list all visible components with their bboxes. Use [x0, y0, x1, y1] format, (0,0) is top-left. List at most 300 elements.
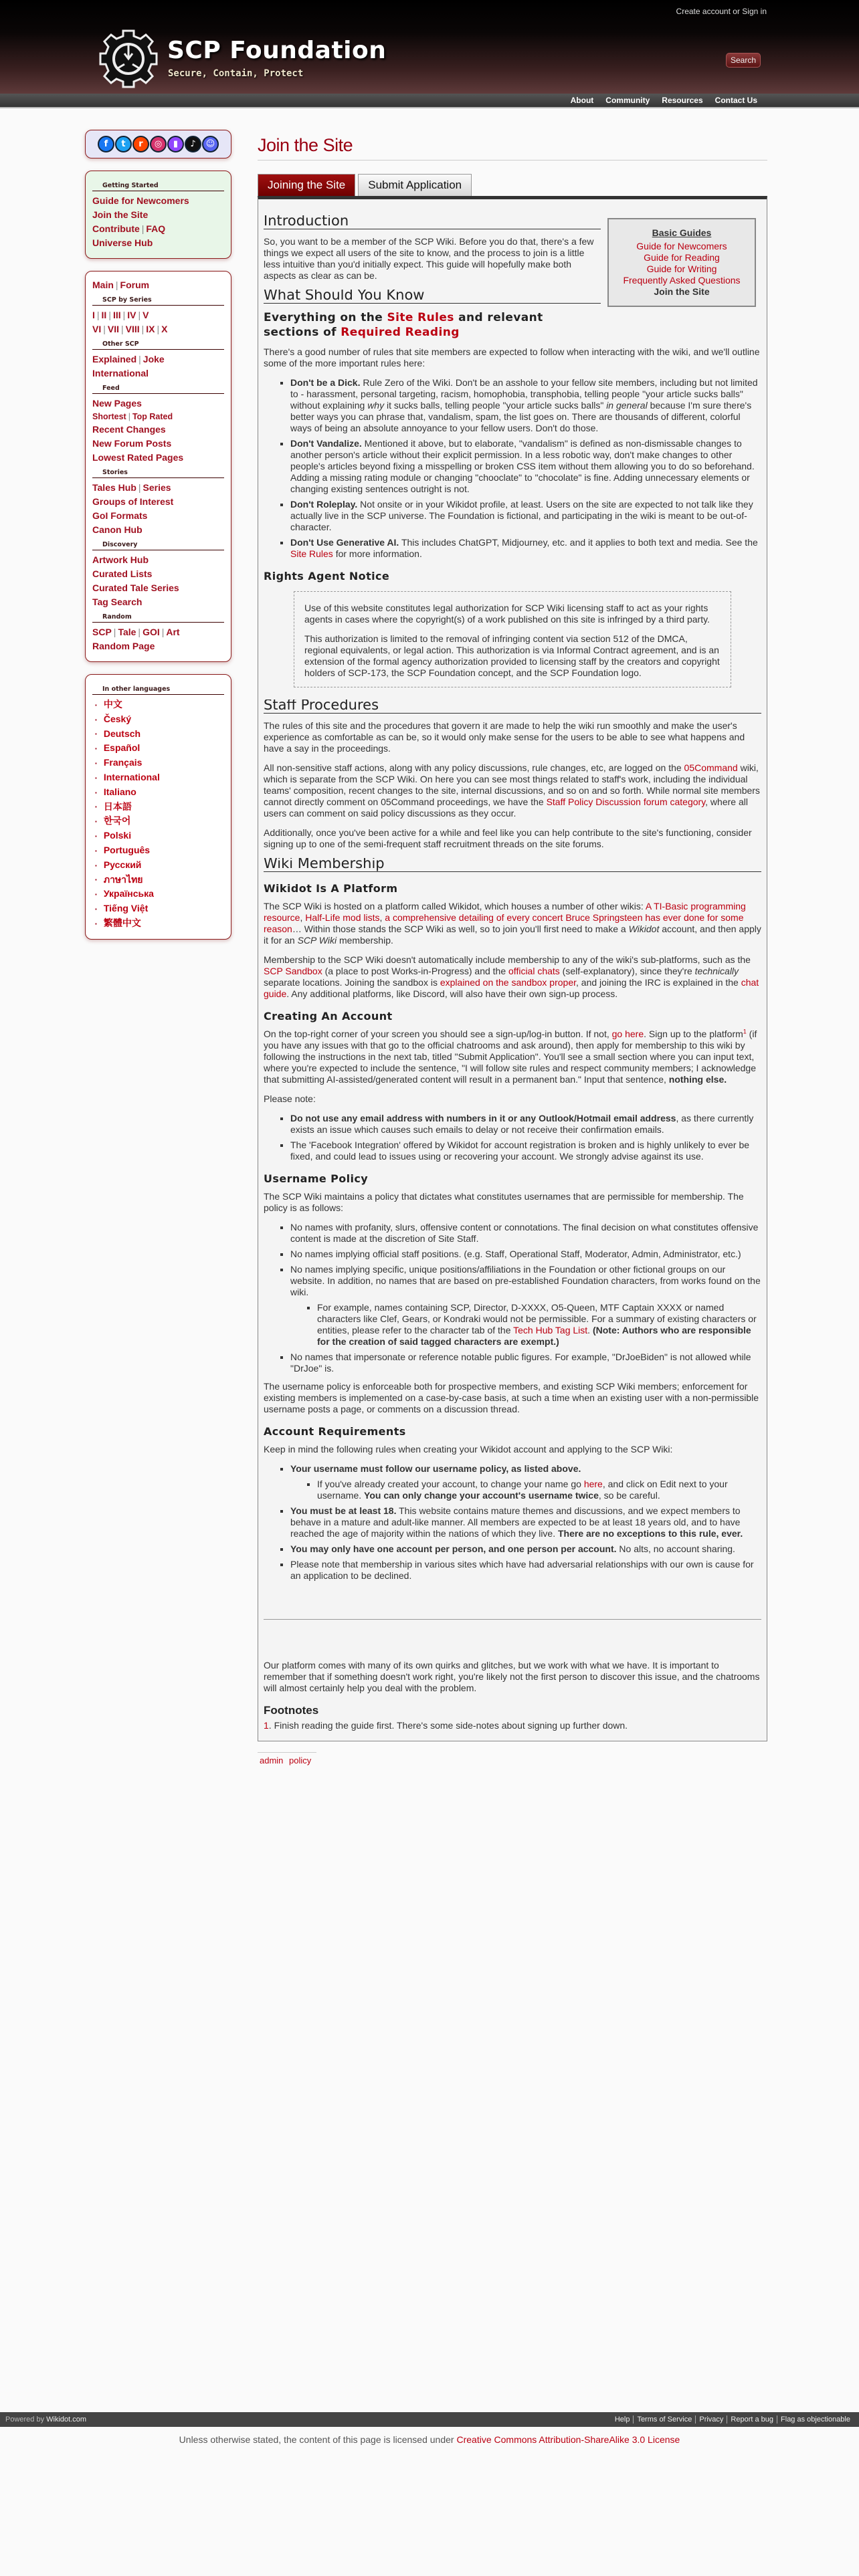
language-link[interactable]: Русский: [103, 859, 142, 870]
list-item: [290, 438, 761, 495]
bold-text: Do not use any email address with numbers in it or any Outlook/Hotmail email address: [290, 1113, 676, 1123]
sidebar-link-explained[interactable]: Explained: [92, 354, 137, 364]
license-link[interactable]: Creative Commons Attribution-ShareAlike 3.0 License: [456, 2434, 680, 2445]
notice-paragraph: [304, 603, 723, 625]
sidebar-link-artwork-hub[interactable]: Artwork Hub: [92, 554, 149, 565]
text-run: No names implying specific, unique positions/affiliations in the Foundation or other fictional groups on our website. In addition, no names that are based on pre-established Foundation characters, from works found on the wiki.: [290, 1264, 761, 1297]
link-row: [92, 553, 224, 567]
sidebar-link-international[interactable]: International: [92, 368, 149, 379]
link-row: [92, 625, 224, 639]
text-run: So, you want to be a member of the SCP Wiki. Before you do that, there's a few things we expect all users of the site to know, and the process to join is a little less intuitive than you'd initially expect. This guide will hopefully make both aspects as clear as can be.: [264, 236, 594, 281]
sidebar-link-vii[interactable]: VII: [107, 324, 119, 334]
tiktok-icon[interactable]: ♪: [185, 136, 201, 152]
text-run: Mentioned it above, but to elaborate, "vandalism" is defined as non-dismissable changes to another person's article without their explicit permission. In a less robotic way, don't make changes to other people's articles beyond fixing a misspelling or broken CSS item without them allowing you to do so beforehand. Adding a missing rating module or changing "chooclate" to "chocolate" is fine. Adding unnecessary elements or changing existing sentences outright is not.: [290, 438, 755, 494]
bold-text: There are no exceptions to this rule, ever.: [558, 1528, 743, 1539]
paragraph: [264, 762, 761, 819]
basic-guides-box: [607, 218, 756, 307]
language-item: [92, 712, 224, 727]
language-item: [92, 770, 224, 785]
languages-heading: In other languages: [92, 685, 224, 695]
text-run: This website contains mature themes and discussions, and we expect members to behave in a mature and adult-like manner. All members are expected to be at least 18 years old, and to have reached the age of majority within the nations of which they live.: [290, 1505, 741, 1539]
site-tagline: Secure, Contain, Protect: [168, 68, 304, 79]
paragraph: [264, 1660, 761, 1694]
section-heading: [264, 1010, 761, 1022]
sidebar-link-contribute[interactable]: Contribute: [92, 223, 140, 234]
inline-link[interactable]: 05Command: [684, 762, 738, 773]
link-row: [92, 194, 224, 208]
language-link[interactable]: Italiano: [103, 786, 136, 797]
inline-link[interactable]: a comprehensive detailing of every concert Bruce Springsteen has ever done for some reason: [264, 912, 744, 934]
text-run: ,: [300, 912, 306, 923]
separator: |: [157, 324, 160, 334]
section-heading: [264, 1426, 761, 1437]
site-title[interactable]: SCP Foundation: [167, 37, 387, 64]
languages-box: [85, 674, 231, 940]
nav-contact-us[interactable]: Contact Us: [714, 96, 757, 105]
inline-link[interactable]: chat guide: [264, 977, 759, 999]
getting-started-links: [92, 194, 224, 250]
sidebar-link-series[interactable]: Series: [142, 482, 171, 493]
sidebar-link-tag-search[interactable]: Tag Search: [92, 597, 142, 607]
list-item: [290, 537, 761, 560]
tab-bar: [258, 174, 767, 196]
separator: |: [138, 482, 141, 493]
text-run: No names implying official staff positions. (e.g. Staff, Operational Staff, Moderator, Admin, Administrator, etc.): [290, 1249, 741, 1259]
language-item: [92, 727, 224, 742]
text-run: (a place to post Works-in-Progress) and the: [322, 966, 509, 976]
separator: |: [141, 324, 145, 334]
language-link[interactable]: Tiếng Việt: [103, 903, 149, 914]
bullet-list: [290, 1302, 761, 1348]
footer-bar: [0, 2412, 859, 2427]
instagram-icon[interactable]: ◎: [150, 136, 167, 152]
separator: |: [138, 354, 141, 364]
text-run: , and joining the IRC is explained in the: [576, 977, 741, 988]
list-item: [290, 1113, 761, 1136]
bold-text: You can only change your account's username twice: [364, 1490, 599, 1501]
inline-link[interactable]: here: [583, 1479, 603, 1489]
main-menu-box: [85, 271, 231, 662]
text-run: . Finish reading the guide first. There's some side-notes about signing up further down.: [268, 1720, 628, 1731]
paragraph: [264, 827, 761, 850]
list-item: [317, 1479, 761, 1501]
sidebar-link-x[interactable]: X: [161, 324, 168, 334]
footer-links: [611, 2416, 854, 2424]
sidebar-link-iv[interactable]: IV: [127, 310, 136, 320]
sidebar-link-main[interactable]: Main: [92, 280, 114, 290]
text-run: ,: [379, 912, 385, 923]
inline-link[interactable]: Staff Policy Discussion forum category: [546, 796, 706, 807]
text-run: If you've already created your account, to change your name go: [317, 1479, 584, 1489]
text-run: Membership to the SCP Wiki doesn't automatically include membership to any of the wiki's sub-platforms, such as the: [264, 954, 751, 965]
section-heading: [264, 215, 601, 229]
paragraph: [264, 954, 761, 1000]
text-run: On the top-right corner of your screen you should see a sign-up/log-in button. If not,: [264, 1029, 612, 1039]
inline-link[interactable]: official chats: [508, 966, 560, 976]
language-item: [92, 814, 224, 829]
page-title: Join the Site: [258, 130, 767, 160]
text-run: Account Requirements: [264, 1425, 406, 1438]
reddit-icon[interactable]: r: [132, 136, 149, 152]
language-link[interactable]: 日本語: [103, 800, 132, 812]
separator: |: [138, 310, 141, 320]
sidebar-link-canon-hub[interactable]: Canon Hub: [92, 524, 142, 535]
language-item: [92, 800, 224, 815]
rights-agent-notice: [294, 591, 731, 687]
separator: |: [115, 280, 118, 290]
language-item: [92, 697, 224, 712]
section-heading: [264, 858, 761, 872]
bold-text: You must be at least 18.: [290, 1505, 397, 1516]
discord-icon[interactable]: ☺: [202, 136, 219, 152]
language-link[interactable]: International: [103, 771, 160, 782]
bold-text: Don't Roleplay.: [290, 499, 358, 510]
search-button[interactable]: Search: [726, 53, 761, 68]
powered-by: [5, 2416, 86, 2424]
powered-by-text: Powered by: [5, 2416, 45, 2424]
list-item: [290, 1463, 761, 1501]
text-run: No alts, no account sharing.: [616, 1543, 735, 1554]
text-run: Rule Zero of the Wiki. Don't be an asshole to your fellow site members, including but not limited to - harassment, personal targeting, racism, homophobia, transphobia, telling people "your article sucks balls" without explaining: [290, 377, 758, 411]
list-item: [290, 1505, 761, 1539]
bullet-list: [290, 1479, 761, 1501]
bold-text: Don't Use Generative AI.: [290, 537, 399, 548]
inline-link[interactable]: go here: [611, 1029, 644, 1039]
getting-started-box: [85, 171, 231, 259]
language-link[interactable]: 中文: [103, 699, 122, 710]
text-run: wiki, which is separate from the SCP Wiki. On here you can see most things related to staff's work, including the individual teams' composition, recent changes to the site, internal discussions, and so on and so forth. While normal site members cannot directly comment on 05Command proceedings, we have the: [264, 762, 760, 807]
text-run: The 'Facebook Integration' offered by Wikidot for account registration is broken and is highly unlikely to ever be fixed, and could lead to issues using or recovering your account. We strongly advise against its use.: [290, 1140, 750, 1162]
sidebar-link-recent-changes[interactable]: Recent Changes: [92, 424, 166, 435]
paragraph: [264, 720, 761, 754]
menu-heading-feed: Feed: [92, 385, 224, 394]
sidebar-link-viii[interactable]: VIII: [125, 324, 140, 334]
language-link[interactable]: Українська: [103, 888, 154, 899]
list-item: [290, 1140, 761, 1162]
license-text: Unless otherwise stated, the content of this page is licensed under: [179, 2434, 454, 2445]
menu-heading-discovery: Discovery: [92, 541, 224, 550]
sidebar-link-tales-hub[interactable]: Tales Hub: [92, 482, 136, 493]
link-row: [92, 352, 224, 366]
text-run: and relevant sections of: [264, 311, 543, 339]
sidebar-link-join-the-site[interactable]: Join the Site: [92, 209, 149, 220]
text-run: Not onsite or in your Wikidot profile, at least. Users on the site are expected to not talk like they actually live in the SCP universe. The Foundation is fictional, and participating in the wiki is meant to be out-of-character.: [290, 499, 753, 532]
text-run: No names with profanity, slurs, offensive content or connotations. The final decision on what constitutes offensive content is made at the discretion of Site Staff.: [290, 1222, 759, 1244]
text-run: . Sign up to the platform: [644, 1029, 743, 1039]
text-run: Everything on the: [264, 311, 387, 324]
sidebar-link-v[interactable]: V: [142, 310, 149, 320]
text-run: Please note:: [264, 1093, 316, 1104]
text-run: No names that impersonate or reference notable public figures. For example, "DrJoeBiden" is not allowed while "DrJoe" is.: [290, 1352, 751, 1374]
sidebar-link-goi-formats[interactable]: GoI Formats: [92, 510, 148, 521]
bullet-list: [264, 1222, 761, 1374]
tab-submit-application[interactable]: Submit Application: [358, 174, 472, 196]
text-run: This includes ChatGPT, Midjourney, etc. and it applies to both text and media. See the: [399, 537, 758, 548]
bullet-list: [264, 1463, 761, 1582]
sidebar-link-new-forum-posts[interactable]: New Forum Posts: [92, 438, 172, 449]
paragraph: [264, 1093, 761, 1105]
link-row: [92, 208, 224, 222]
separator: |: [113, 627, 116, 637]
link-row: [92, 308, 224, 322]
text-run: separate locations. Joining the sandbox is: [264, 977, 440, 988]
link-row: [92, 523, 224, 537]
list-item: [290, 377, 761, 434]
text-run: Additionally, once you've been active for a while and feel like you can help contribute to the site's functioning, consider signing up to one of the semi-frequent staff recruitment threads on the site forums.: [264, 827, 752, 849]
sidebar-link-ix[interactable]: IX: [146, 324, 155, 334]
twitch-icon[interactable]: ▮: [167, 136, 184, 152]
sidebar-link-ii[interactable]: II: [101, 310, 107, 320]
language-item: [92, 916, 224, 931]
page-tags: [258, 1752, 316, 1768]
footer-report-bug-link[interactable]: Report a bug: [727, 2416, 777, 2424]
sidebar-link-i[interactable]: I: [92, 310, 95, 320]
inline-link[interactable]: Site Rules: [387, 311, 454, 324]
bold-text: You may only have one account per person, and one person per account.: [290, 1543, 617, 1554]
inline-link[interactable]: SCP Sandbox: [264, 966, 322, 976]
inline-link[interactable]: Tech Hub Tag List: [513, 1325, 588, 1335]
sidebar-link-vi[interactable]: VI: [92, 324, 102, 334]
separator: |: [96, 310, 100, 320]
sidebar-link-goi[interactable]: GOI: [142, 627, 160, 637]
text-run: , where all users can comment on said policy discussions as they occur.: [264, 796, 748, 819]
text-run: membership.: [337, 935, 393, 946]
bold-text: Don't be a Dick.: [290, 377, 361, 388]
link-row: [92, 222, 224, 236]
sign-in-link[interactable]: Sign in: [742, 7, 767, 16]
list-item: [317, 1302, 761, 1348]
sidebar-link-top-rated[interactable]: Top Rated: [132, 412, 173, 421]
sidebar-link-tale[interactable]: Tale: [118, 627, 136, 637]
language-link[interactable]: Português: [103, 844, 151, 855]
facebook-icon[interactable]: f: [98, 136, 114, 152]
nav-community[interactable]: Community: [605, 96, 650, 105]
inline-link[interactable]: A TI-Basic programming resource: [264, 901, 746, 923]
text-run: .: [587, 1325, 593, 1335]
text-run: it sucks balls, telling people "your article sucks balls": [384, 400, 607, 411]
text-run: Keep in mind the following rules when creating your Wikidot account and applying to the SCP Wiki:: [264, 1444, 673, 1455]
sidebar-link-lowest-rated-pages[interactable]: Lowest Rated Pages: [92, 452, 184, 463]
faq-link[interactable]: Frequently Asked Questions: [623, 275, 741, 286]
link-row: [92, 495, 224, 509]
tab-content: [258, 196, 767, 1741]
separator: |: [161, 627, 165, 637]
link-row: [92, 322, 224, 336]
bullet-list: [264, 377, 761, 560]
menu-heading-scp-by-series: SCP by Series: [92, 296, 224, 306]
list-item: [290, 1249, 761, 1260]
bullet-list: [264, 1113, 761, 1162]
footer-privacy-link[interactable]: Privacy: [695, 2416, 727, 2424]
separator: |: [138, 627, 141, 637]
tag-admin[interactable]: admin: [260, 1755, 284, 1765]
scp-logo-icon[interactable]: [98, 29, 159, 88]
sidebar-link-joke[interactable]: Joke: [142, 354, 165, 364]
link-row: [92, 451, 224, 465]
link-row: [92, 509, 224, 523]
account-or-text: or: [733, 7, 740, 16]
paragraph: [264, 901, 761, 946]
text-run: . Any additional platforms, like Discord, will also have their own sign-up process.: [286, 988, 618, 999]
section-heading: [264, 1705, 761, 1716]
sidebar-link-faq[interactable]: FAQ: [146, 223, 166, 234]
language-item: [92, 901, 224, 916]
nav-resources[interactable]: Resources: [662, 96, 703, 105]
text-run: … Within those stands the SCP Wiki as well, so to join you'll first need to make a: [292, 924, 629, 934]
sidebar-link-curated-lists[interactable]: Curated Lists: [92, 568, 153, 579]
language-item: [92, 843, 224, 858]
basic-guides-heading: Basic Guides: [652, 227, 712, 238]
section-heading: [264, 1173, 761, 1184]
section-heading: [264, 570, 761, 582]
inline-link[interactable]: 1: [264, 1720, 269, 1731]
tab-joining-the-site[interactable]: Joining the Site: [258, 174, 355, 196]
footer-help-link[interactable]: Help: [614, 2416, 630, 2424]
sidebar-link-groups-of-interest[interactable]: Groups of Interest: [92, 496, 174, 507]
text-run: (if you have any issues with that go to the official chatrooms and ask around), then apply for membership to this wiki by following the instructions in the next tab, titled "Submit Application". You'll see a small section where you can input text, where you're expected to include the sentence, "I will follow site rules and respect community members; I acknowledge that submitting AI-assisted/generated content will result in a permanent ban." Input that sentence,: [264, 1029, 757, 1085]
language-link[interactable]: Deutsch: [103, 728, 141, 739]
italic-text: Wikidot: [628, 924, 660, 934]
link-row: [92, 481, 224, 495]
language-link[interactable]: Český: [103, 713, 132, 724]
footnote-ref-link[interactable]: 1: [743, 1028, 747, 1035]
language-item: [92, 829, 224, 843]
tag-policy[interactable]: policy: [289, 1755, 312, 1765]
italic-text: SCP Wiki: [297, 935, 337, 946]
bold-text: Your username must follow our username policy, as listed above.: [290, 1463, 581, 1474]
text-run: Username Policy: [264, 1172, 369, 1185]
language-link[interactable]: 繁體中文: [103, 917, 141, 928]
language-link[interactable]: 한국어: [103, 815, 131, 827]
language-link[interactable]: Español: [103, 742, 140, 754]
sidebar-link-curated-tale-series[interactable]: Curated Tale Series: [92, 582, 179, 593]
paragraph: [264, 1381, 761, 1415]
top-nav: [0, 94, 859, 108]
sidebar-link-art[interactable]: Art: [166, 627, 180, 637]
sidebar-link-iii[interactable]: III: [112, 310, 121, 320]
text-run: Wiki Membership: [264, 858, 385, 871]
footer-flag-link[interactable]: Flag as objectionable: [777, 2416, 854, 2424]
text-run: Footnotes: [264, 1704, 319, 1717]
text-run: Wikidot Is A Platform: [264, 882, 398, 895]
footer-terms-link[interactable]: Terms of Service: [633, 2416, 695, 2424]
list-item: [290, 1352, 761, 1374]
text-run: Please note that membership in various sites which have had adversarial relationships with our own is cause for an application to be declined.: [290, 1559, 754, 1581]
language-item: [92, 756, 224, 770]
list-item: [290, 1559, 761, 1582]
text-run: The SCP Wiki is hosted on a platform called Wikidot, which houses a number of other wikis:: [264, 901, 646, 911]
section-heading: [264, 290, 601, 304]
wikidot-link[interactable]: Wikidot.com: [46, 2416, 87, 2424]
link-row: [92, 236, 224, 250]
section-heading: [264, 700, 761, 714]
text-run: Introduction: [264, 215, 349, 229]
link-row: [92, 567, 224, 581]
sidebar-link-shortest[interactable]: Shortest: [92, 412, 126, 421]
text-run: Rights Agent Notice: [264, 570, 390, 582]
footnote: [264, 1720, 761, 1731]
language-item: [92, 741, 224, 756]
sidebar-link-guide-for-newcomers[interactable]: Guide for Newcomers: [92, 195, 189, 206]
link-row: [92, 366, 224, 381]
inline-link[interactable]: Required Reading: [341, 326, 460, 339]
list-item: [290, 1543, 761, 1555]
sidebar-link-forum[interactable]: Forum: [120, 280, 150, 290]
section-heading: [264, 310, 761, 340]
language-item: [92, 785, 224, 800]
text-run: Staff Procedures: [264, 700, 379, 713]
language-item: [92, 887, 224, 901]
article-body: [264, 215, 761, 1731]
list-item: [290, 499, 761, 533]
bold-text: (Note: Authors who are responsible for the creation of said tagged characters are exempt.): [317, 1325, 751, 1347]
nav-about[interactable]: About: [570, 96, 594, 105]
sidebar-link-scp[interactable]: SCP: [92, 627, 112, 637]
getting-started-heading: Getting Started: [92, 182, 224, 191]
text-run: For example, names containing SCP, Director, D-XXXX, O5-Queen, MTF Captain XXXX or named characters like Clef, Gears, or Kondraki would not be permissible. For a summary of existing characters or entities, please refer to the character tab of the: [317, 1302, 757, 1335]
menu-heading-stories: Stories: [92, 469, 224, 478]
language-link[interactable]: Français: [103, 757, 142, 768]
separator: |: [121, 324, 124, 334]
languages-list: [92, 697, 224, 931]
language-link[interactable]: Polski: [103, 830, 132, 841]
text-run: What Should You Know: [264, 290, 425, 303]
account-links: [676, 7, 767, 16]
sidebar-link-new-pages[interactable]: New Pages: [92, 398, 142, 409]
text-run: This authorization is limited to the removal of infringing content via section 512 of the DMCA, regional equivalents, or legal action. This authorization is via Informal Contract agreement, and is an extension of the formal agency authorization provided to licensing staff by the creators and copyright holders of SCP-173, the SCP Foundation concept, and the SCP Foundation logo.: [304, 633, 720, 678]
sidebar-link-universe-hub[interactable]: Universe Hub: [92, 237, 153, 248]
separator: |: [122, 310, 126, 320]
separator: |: [108, 310, 111, 320]
section-heading: [264, 883, 761, 894]
inline-link[interactable]: explained on the sandbox proper: [440, 977, 577, 988]
twitter-icon[interactable]: t: [115, 136, 132, 152]
link-row: [92, 581, 224, 595]
menu-heading-other-scp: Other SCP: [92, 340, 224, 350]
inline-link[interactable]: Site Rules: [290, 548, 333, 559]
guide-newcomers-link[interactable]: Guide for Newcomers: [636, 241, 727, 251]
text-run: There's a good number of rules that site members are expected to follow when interacting with the wiki, and we'll outline some of the more important rules here:: [264, 346, 760, 368]
guide-writing-link[interactable]: Guide for Writing: [646, 263, 717, 274]
paragraph: [264, 1029, 761, 1085]
create-account-link[interactable]: Create account: [676, 7, 731, 16]
inline-link[interactable]: Half-Life mod lists: [305, 912, 380, 923]
link-row: [92, 437, 224, 451]
italic-text: why: [367, 400, 385, 411]
main-content: [258, 130, 767, 1768]
current-guide: Join the Site: [654, 286, 710, 297]
language-link[interactable]: ภาษาไทย: [103, 873, 143, 885]
language-item: [92, 873, 224, 887]
text-run: The username policy is enforceable both for prospective members, and existing SCP Wiki members; enforcement for existing members is implemented on a case-by-case basis, at such a time when an existing user with a non-permissible username posts a page, or comments on a discussion thread.: [264, 1381, 759, 1414]
divider: [264, 1619, 761, 1620]
menu-heading-random: Random: [92, 613, 224, 623]
text-run: because I'm sure there's better ways you can phrase that, vandalism, spam, the list goes on. There are thousands of different, colorful ways of being an absolute annoyance to your fellow users. Don't do those.: [290, 400, 752, 433]
separator: |: [103, 324, 106, 334]
text-run: for more information.: [332, 548, 422, 559]
list-item: [290, 1222, 761, 1245]
guide-reading-link[interactable]: Guide for Reading: [644, 252, 720, 263]
link-row: [92, 595, 224, 609]
link-row: [92, 397, 224, 411]
sidebar-link-random-page[interactable]: Random Page: [92, 641, 155, 651]
text-run: , as there currently exists an issue which causes such emails to delay or not receive their confirmation emails.: [290, 1113, 754, 1135]
link-row: [92, 411, 224, 423]
sidebar: [85, 130, 231, 952]
separator: |: [128, 412, 130, 421]
text-run: The rules of this site and the procedures that govern it are made to help the wiki run smoothly and make the user's experience as comfortable as can be, so it would only make sense for the users to be able to see what happens and have a say in the proceedings.: [264, 720, 745, 754]
license-notice: [0, 2434, 859, 2445]
